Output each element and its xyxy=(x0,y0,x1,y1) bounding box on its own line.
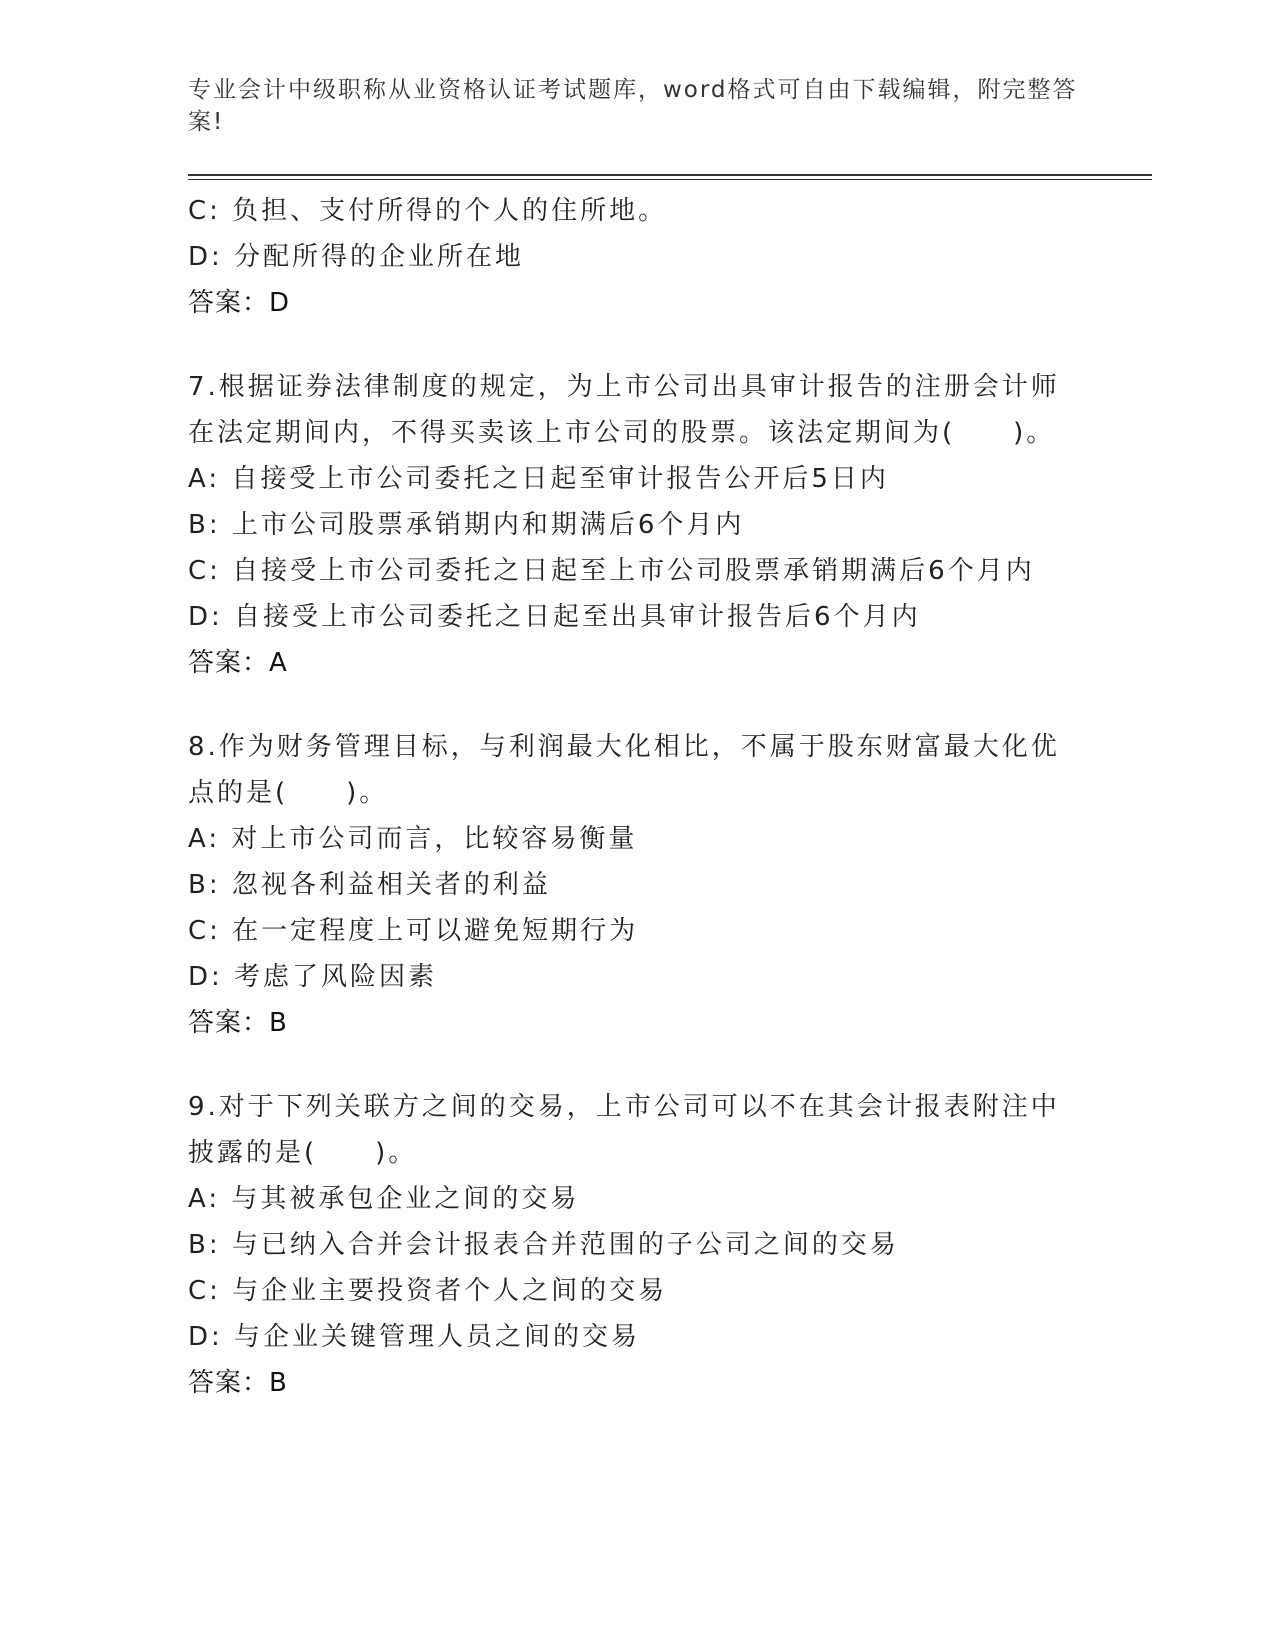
question-stem: 8.作为财务管理目标，与利润最大化相比，不属于股东财富最大化优 xyxy=(188,732,1060,762)
question-6-tail xyxy=(188,188,1108,326)
option-b: B: 忽视各利益相关者的利益 xyxy=(188,870,551,900)
option-c: C: 负担、支付所得的个人的住所地。 xyxy=(188,196,668,226)
option-c: C: 与企业主要投资者个人之间的交易 xyxy=(188,1276,668,1306)
question-stem: 7.根据证券法律制度的规定，为上市公司出具审计报告的注册会计师 xyxy=(188,372,1060,402)
document-body xyxy=(188,188,1108,1406)
option-a: A: 自接受上市公司委托之日起至审计报告公开后5日内 xyxy=(188,464,889,494)
answer-line: 答案：A xyxy=(188,648,288,678)
answer-line: 答案：D xyxy=(188,288,291,318)
option-d: D: 考虑了风险因素 xyxy=(188,962,438,992)
page-header xyxy=(188,74,1088,138)
option-c: C: 自接受上市公司委托之日起至上市公司股票承销期满后6个月内 xyxy=(188,556,1035,586)
option-b: B: 与已纳入合并会计报表合并范围的子公司之间的交易 xyxy=(188,1230,899,1260)
question-stem: 点的是( )。 xyxy=(188,778,389,808)
option-a: A: 与其被承包企业之间的交易 xyxy=(188,1184,580,1214)
question-7 xyxy=(188,364,1108,686)
option-d: D: 与企业关键管理人员之间的交易 xyxy=(188,1322,641,1352)
header-line-2: 案! xyxy=(188,109,225,135)
option-b: B: 上市公司股票承销期内和期满后6个月内 xyxy=(188,510,745,540)
header-divider-thick xyxy=(188,174,1152,176)
question-stem: 披露的是( )。 xyxy=(188,1138,418,1168)
option-d: D: 自接受上市公司委托之日起至出具审计报告后6个月内 xyxy=(188,602,921,632)
header-line-1: 专业会计中级职称从业资格认证考试题库，word格式可自由下载编辑，附完整答 xyxy=(188,77,1078,103)
question-stem: 在法定期间内，不得买卖该上市公司的股票。该法定期间为( )。 xyxy=(188,418,1056,448)
question-stem: 9.对于下列关联方之间的交易，上市公司可以不在其会计报表附注中 xyxy=(188,1092,1060,1122)
answer-line: 答案：B xyxy=(188,1008,288,1038)
option-d: D: 分配所得的企业所在地 xyxy=(188,242,525,272)
question-9 xyxy=(188,1084,1108,1406)
answer-line: 答案：B xyxy=(188,1368,288,1398)
option-c: C: 在一定程度上可以避免短期行为 xyxy=(188,916,639,946)
option-a: A: 对上市公司而言，比较容易衡量 xyxy=(188,824,638,854)
header-divider-thin xyxy=(188,179,1152,180)
question-8 xyxy=(188,724,1108,1046)
